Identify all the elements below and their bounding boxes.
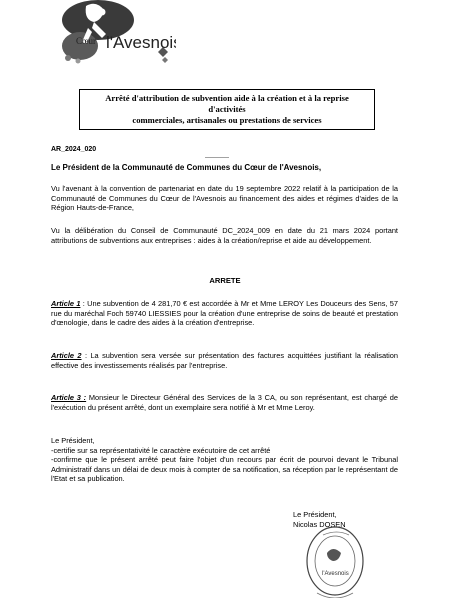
logo-text-small: Cœur bbox=[76, 36, 96, 46]
official-stamp bbox=[303, 523, 368, 598]
signature-title: Le Président, bbox=[293, 510, 337, 519]
article-1-label: Article 1 bbox=[51, 299, 81, 308]
document-reference: AR_2024_020 bbox=[51, 146, 97, 153]
document-title-box bbox=[79, 89, 375, 130]
stamp-text: l'Avesnois bbox=[322, 571, 349, 577]
article-1-text: : Une subvention de 4 281,70 € est accordée à Mr et Mme LEROY Les Douceurs des Sens, 57 rue du maréchal Foch 59740 LIESSIES pour la création d'une entreprise de soins de beauté et prestation d'œnologie, dans le cadre des aides à la création d'entreprise. bbox=[51, 299, 398, 328]
closing-line-1: Le Président, bbox=[51, 436, 95, 445]
consideration-1: Vu l'avenant à la convention de partenariat en date du 19 septembre 2022 relatif à la participation de la Communauté de Communes du Cœur de l'Avesnois au financement des aides et régimes d'aides de la Région Hauts-de-France, bbox=[51, 184, 398, 213]
article-1 bbox=[51, 299, 398, 328]
closing-block bbox=[51, 436, 398, 484]
separator: ------------ bbox=[205, 155, 229, 161]
arrete-heading: ARRETE bbox=[209, 276, 241, 285]
article-2-label: Article 2 bbox=[51, 351, 82, 360]
president-heading: Le Président de la Communauté de Communes du Cœur de l'Avesnois, bbox=[51, 163, 322, 172]
title-line-1: Arrêté d'attribution de subvention aide à la création et à la reprise bbox=[105, 93, 349, 103]
article-2-text: : La subvention sera versée sur présentation des factures acquittées justifiant la réalisation effective des investissements réalisés par l'entreprise. bbox=[51, 351, 399, 370]
title-line-2: d'activités bbox=[208, 104, 246, 114]
logo-graphic bbox=[58, 0, 176, 66]
closing-line-3: -confirme que le présent arrêté peut faire l'objet d'un recours par écrit de pourvoi devant le Tribunal Administratif dans un délai de deux mois à compter de sa notification, sa réception par le représentant de l'Etat et sa publication. bbox=[51, 455, 398, 484]
article-2 bbox=[51, 351, 398, 370]
article-3-label: Article 3 : bbox=[51, 393, 87, 402]
article-3-text: Monsieur le Directeur Général des Services de la 3 CA, ou son représentant, est chargé de l'exécution du présent arrêté, dont un exemplaire sera notifié à Mr et Mme Leroy. bbox=[51, 393, 398, 412]
title-line-3: commerciales, artisanales ou prestations de services bbox=[132, 115, 322, 125]
article-3 bbox=[51, 393, 398, 412]
signature-name: Nicolas DOSEN bbox=[293, 520, 346, 529]
consideration-2: Vu la délibération du Conseil de Communauté DC_2024_009 en date du 21 mars 2024 portant attributions de subventions aux entreprises : aides à la création/reprise et aide au développement. bbox=[51, 226, 398, 245]
svg-text:l'Avesnois: l'Avesnois bbox=[106, 33, 176, 52]
closing-line-2: -certifie sur sa représentativité le caractère exécutoire de cet arrêté bbox=[51, 445, 271, 455]
organization-logo bbox=[58, 0, 176, 66]
